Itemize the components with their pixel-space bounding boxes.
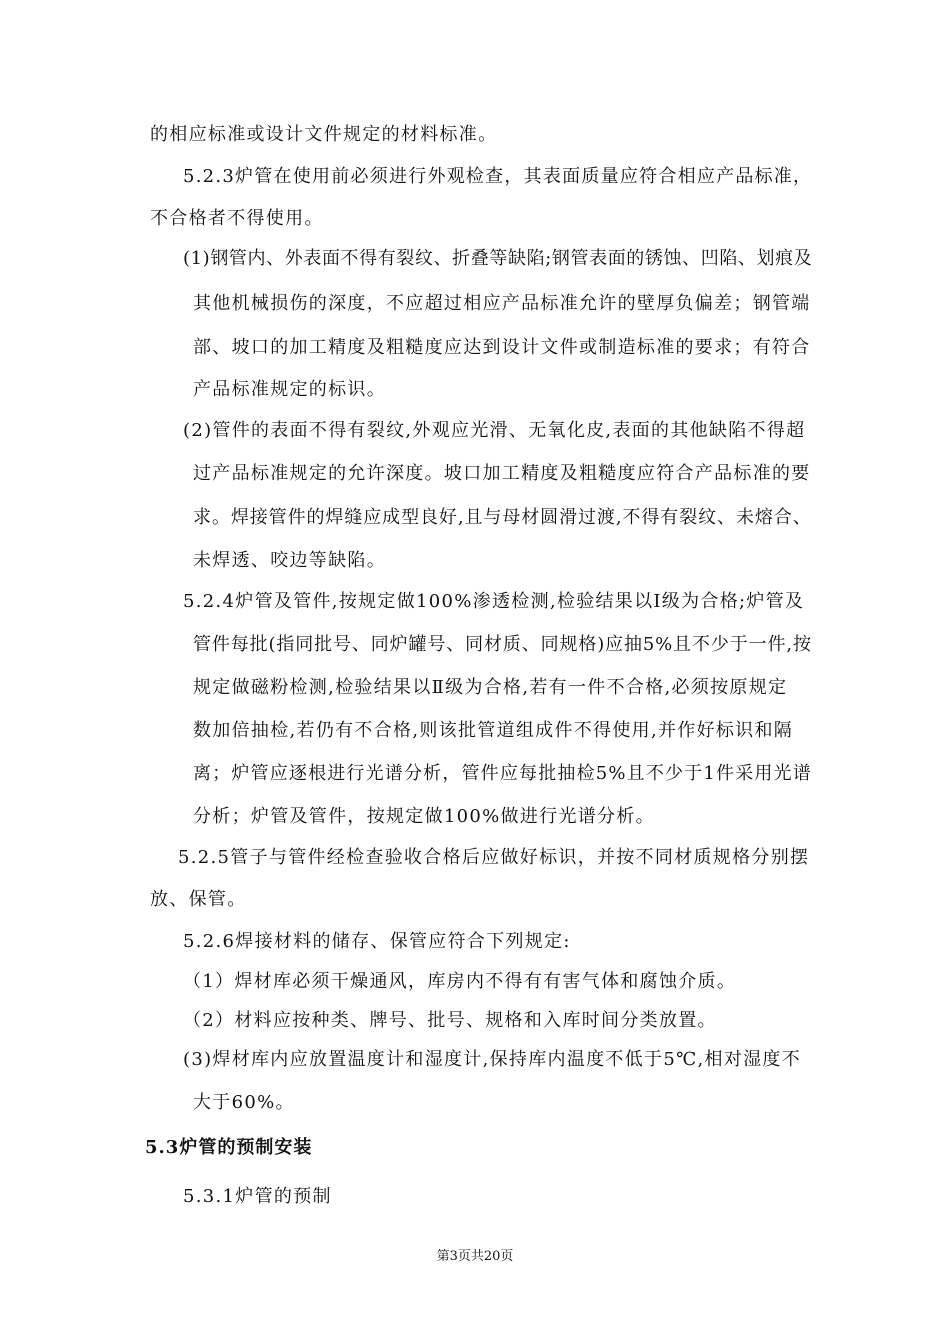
paragraph-line: 数加倍抽检,若仍有不合格,则该批管道组成件不得使用,并作好标识和隔 <box>193 720 794 741</box>
paragraph-line: 5.2.5管子与管件经检查验收合格后应做好标识，并按不同材质规格分别摆 <box>178 847 810 868</box>
paragraph-line: (2)管件的表面不得有裂纹,外观应光滑、无氧化皮,表面的其他缺陷不得超 <box>183 420 806 441</box>
paragraph-line: 5.2.6焊接材料的储存、保管应符合下列规定: <box>183 931 571 952</box>
paragraph-line: 未焊透、咬边等缺陷。 <box>193 550 386 571</box>
paragraph-line: 其他机械损伤的深度，不应超过相应产品标准允许的壁厚负偏差；钢管端 <box>193 293 811 314</box>
subsection-heading: 5.3.1炉管的预制 <box>183 1186 332 1207</box>
paragraph-line: 求。焊接管件的焊缝应成型良好,且与母材圆滑过渡,不得有裂纹、未熔合、 <box>193 507 812 528</box>
paragraph-line: （2）材料应按种类、牌号、批号、规格和入库时间分类放置。 <box>183 1010 717 1031</box>
paragraph-line: 分析；炉管及管件，按规定做100%做进行光谱分析。 <box>193 806 655 827</box>
paragraph-line: 5.2.3炉管在使用前必须进行外观检查，其表面质量应符合相应产品标准， <box>183 166 813 187</box>
paragraph-line: 5.2.4炉管及管件,按规定做100%渗透检测,检验结果以Ⅰ级为合格;炉管及 <box>183 591 805 612</box>
paragraph-line: 过产品标准规定的允许深度。坡口加工精度及粗糙度应符合产品标准的要 <box>193 463 811 484</box>
paragraph-line: (1)钢管内、外表面不得有裂纹、折叠等缺陷;钢管表面的锈蚀、凹陷、划痕及 <box>183 248 813 269</box>
paragraph-line: 管件每批(指同批号、同炉罐号、同材质、同规格)应抽5%且不少于一件,按 <box>193 634 812 655</box>
paragraph-line: 离；炉管应逐根进行光谱分析，管件应每批抽检5%且不少于1件采用光谱 <box>193 763 812 784</box>
page-footer: 第3页共20页 <box>436 1249 514 1264</box>
paragraph-line: 的相应标准或设计文件规定的材料标准。 <box>150 124 498 145</box>
paragraph-line: (3)焊材库内应放置温度计和湿度计,保持库内温度不低于5℃,相对湿度不 <box>183 1049 802 1070</box>
paragraph-line: 大于60%。 <box>193 1092 295 1113</box>
paragraph-line: 产品标准规定的标识。 <box>193 379 386 400</box>
paragraph-line: 不合格者不得使用。 <box>150 208 324 229</box>
section-heading: 5.3炉管的预制安装 <box>145 1137 313 1158</box>
paragraph-line: 部、坡口的加工精度及粗糙度应达到设计文件或制造标准的要求；有符合 <box>193 337 811 358</box>
paragraph-line: 规定做磁粉检测,检验结果以Ⅱ级为合格,若有一件不合格,必须按原规定 <box>193 677 788 698</box>
paragraph-line: （1）焊材库必须干燥通风，库房内不得有有害气体和腐蚀介质。 <box>183 971 737 992</box>
paragraph-line: 放、保管。 <box>150 889 247 910</box>
